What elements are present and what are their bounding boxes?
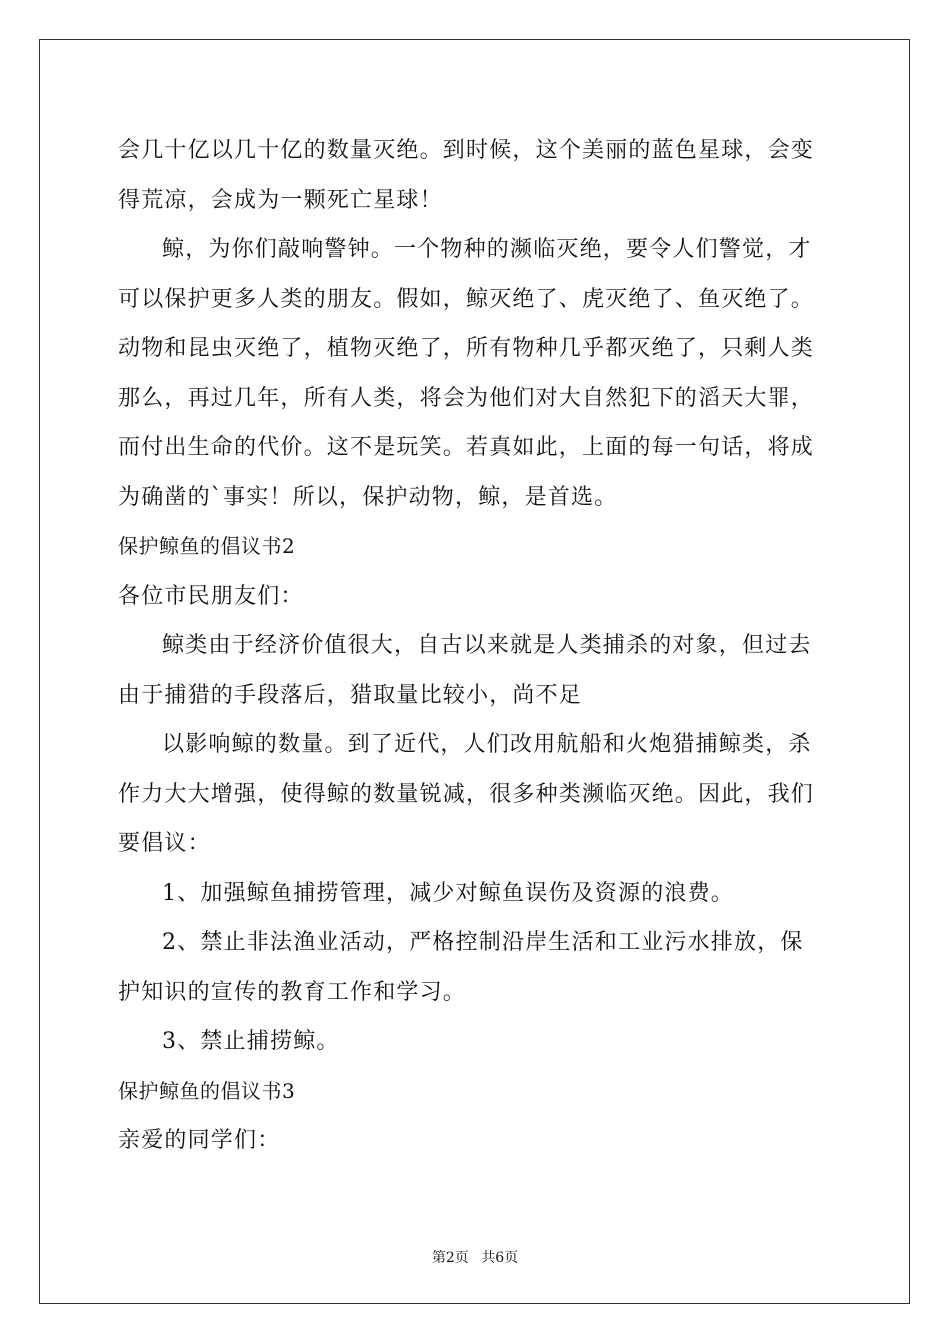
- page-total: 共6页: [481, 1250, 519, 1266]
- text-line: 鲸，为你们敲响警钟。一个物种的濒临灭绝，要令人们警觉，才: [162, 237, 812, 262]
- text-line: 以影响鲸的数量。到了近代，人们改用航船和火炮猎捕鲸类，杀: [162, 732, 812, 757]
- text-line: 得荒凉，会成为一颗死亡星球！: [118, 187, 443, 213]
- text-line: 而付出生命的代价。这不是玩笑。若真如此，上面的每一句话，将成: [118, 435, 815, 460]
- document-body: [118, 126, 838, 1166]
- text-line: 2、禁止非法渔业活动，严格控制沿岸生活和工业污水排放，保: [162, 930, 804, 955]
- page-number: 第2页: [431, 1250, 469, 1266]
- text-line: 鲸类由于经济价值很大，自古以来就是人类捕杀的对象，但过去: [162, 633, 812, 658]
- section-heading: 保护鲸鱼的倡议书3: [118, 1078, 296, 1103]
- text-line: 会几十亿以几十亿的数量灭绝。到时候，这个美丽的蓝色星球，会变: [118, 138, 815, 163]
- text-line: 亲爱的同学们：: [118, 1128, 281, 1153]
- text-line: 1、加强鲸鱼捕捞管理，减少对鲸鱼误伤及资源的浪费。: [162, 880, 734, 906]
- page-footer: [0, 1247, 950, 1267]
- text-line: 那么，再过几年，所有人类，将会为他们对大自然犯下的滔天大罪，: [118, 385, 815, 411]
- text-line: 可以保护更多人类的朋友。假如，鲸灭绝了、虎灭绝了、鱼灭绝了。: [118, 286, 815, 312]
- text-line: 为确凿的`事实！所以，保护动物，鲸，是首选。: [118, 484, 618, 510]
- text-line: 动物和昆虫灭绝了，植物灭绝了，所有物种几乎都灭绝了，只剩人类: [118, 336, 815, 361]
- text-line: 护知识的宣传的教育工作和学习。: [118, 979, 467, 1005]
- text-line: 要倡议：: [118, 831, 211, 856]
- text-line: 3、禁止捕捞鲸。: [162, 1029, 340, 1054]
- text-line: 由于捕猎的手段落后，猎取量比较小，尚不足: [118, 682, 583, 708]
- text-line: 作力大大增强，使得鲸的数量锐减，很多种类濒临灭绝。因此，我们: [118, 781, 815, 807]
- section-heading: 保护鲸鱼的倡议书2: [118, 534, 296, 558]
- text-line: 各位市民朋友们：: [118, 583, 304, 609]
